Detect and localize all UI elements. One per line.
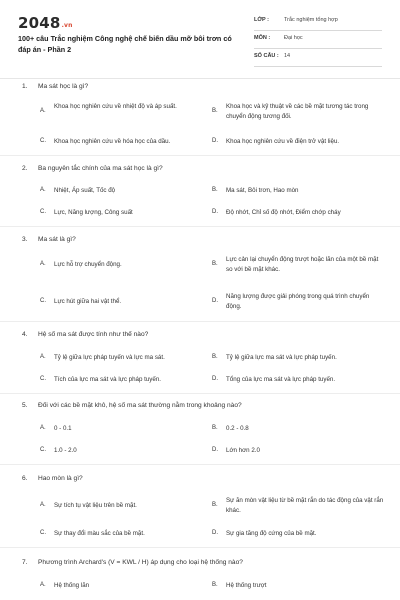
- option-letter: C.: [40, 447, 46, 453]
- question-prompt: Ba nguyên tắc chính của ma sát học là gì?: [38, 165, 163, 172]
- header-divider: [0, 78, 400, 79]
- option-text: Lực hỗ trợ chuyển động.: [54, 261, 122, 268]
- option-text: Lớn hơn 2.0: [226, 447, 260, 454]
- option-letter: B.: [212, 354, 218, 360]
- option-text: Năng lượng được giải phóng trong quá trình chuyển động.: [226, 293, 370, 310]
- document-header: [0, 0, 400, 78]
- question-divider: [0, 321, 400, 322]
- option-letter: A.: [40, 582, 46, 588]
- option-text: Khoa học nghiên cứu về nhiệt độ và áp suất.: [54, 103, 177, 110]
- meta-key: MÔN :: [254, 35, 271, 41]
- option-text: Tích của lực ma sát và lực pháp tuyến.: [54, 376, 161, 383]
- question-text: [22, 236, 76, 243]
- document-title: 100+ câu Trắc nghiệm Công nghệ chế biến dầu mỡ bôi trơn có đáp án - Phần 2: [18, 34, 232, 54]
- question-prompt: Hao mòn là gì?: [38, 475, 83, 482]
- option-text: Hệ thống trượt: [226, 582, 267, 589]
- question-text: [22, 475, 83, 482]
- document-meta: [254, 13, 382, 67]
- question-prompt: Phương trình Archard's (V = KWL / H) áp dụng cho loại hệ thống nào?: [38, 559, 243, 566]
- option-letter: B.: [212, 502, 218, 508]
- question-text: [22, 559, 243, 566]
- question-prompt: Ma sát học là gì?: [38, 83, 89, 90]
- option-letter: D.: [212, 138, 218, 144]
- question-divider: [0, 226, 400, 227]
- option-text: Hệ thống lăn: [54, 582, 90, 589]
- question-number: 4.: [22, 331, 28, 338]
- option-letter: D.: [212, 298, 218, 304]
- option-letter: B.: [212, 582, 218, 588]
- option-letter: C.: [40, 376, 46, 382]
- question-divider: [0, 464, 400, 465]
- option-text: 1.0 - 2.0: [54, 447, 77, 454]
- option-text: Sự gia tăng độ cứng của bề mặt.: [226, 530, 317, 537]
- question-divider: [0, 155, 400, 156]
- option-letter: B.: [212, 108, 218, 114]
- question-text: [22, 165, 163, 172]
- question-number: 1.: [22, 83, 28, 90]
- option-letter: C.: [40, 138, 46, 144]
- option-text: Khoa học nghiên cứu về điện trở vật liệu.: [226, 138, 340, 145]
- question-text: [22, 402, 242, 409]
- option-letter: C.: [40, 298, 46, 304]
- question-number: 2.: [22, 165, 28, 172]
- question-number: 5.: [22, 402, 28, 409]
- option-letter: A.: [40, 108, 46, 114]
- meta-value: 14: [284, 53, 291, 59]
- option-letter: D.: [212, 447, 218, 453]
- option-text: Lực hút giữa hai vật thể.: [54, 298, 122, 305]
- meta-row-count: [254, 49, 382, 67]
- option-text: Sự tích tụ vật liệu trên bề mặt.: [54, 502, 137, 509]
- option-text: Tổng của lực ma sát và lực pháp tuyến.: [226, 376, 336, 383]
- option-letter: B.: [212, 261, 218, 267]
- option-text: Khoa học và kỹ thuật về các bề mặt tương tác trong chuyển động tương đối.: [226, 103, 369, 120]
- question-text: [22, 83, 88, 90]
- option-letter: A.: [40, 187, 46, 193]
- logo-text: 2048: [18, 14, 61, 32]
- meta-key: LỚP :: [254, 17, 269, 23]
- option-letter: A.: [40, 354, 46, 360]
- option-text: Tỷ lệ giữa lực pháp tuyến và lực ma sát.: [54, 354, 165, 361]
- question-prompt: Đối với các bề mặt khô, hệ số ma sát thường nằm trong khoảng nào?: [38, 402, 242, 409]
- option-text: Độ nhớt, Chỉ số độ nhớt, Điểm chớp cháy: [226, 209, 341, 216]
- option-text: Sự thay đổi màu sắc của bề mặt.: [54, 530, 145, 537]
- site-logo[interactable]: [18, 14, 73, 32]
- option-text: Lực cản lại chuyển động trượt hoặc lăn của một bề mặt so với bề mặt khác.: [226, 256, 379, 273]
- question-prompt: Hệ số ma sát được tính như thế nào?: [38, 331, 149, 338]
- option-text: Sự ăn mòn vật liệu từ bề mặt rắn do tác động của vật rắn khác.: [226, 497, 384, 514]
- meta-row-class: [254, 13, 382, 31]
- option-letter: D.: [212, 209, 218, 215]
- option-letter: A.: [40, 261, 46, 267]
- question-divider: [0, 547, 400, 548]
- option-letter: D.: [212, 376, 218, 382]
- option-letter: A.: [40, 502, 46, 508]
- question-number: 7.: [22, 559, 28, 566]
- meta-value: Đại học: [284, 35, 303, 41]
- meta-row-subject: [254, 31, 382, 49]
- option-text: Khoa học nghiên cứu về hóa học của dầu.: [54, 138, 171, 145]
- logo-domain: .vn: [61, 22, 73, 29]
- option-letter: B.: [212, 187, 218, 193]
- meta-value: Trắc nghiệm tổng hợp: [284, 17, 338, 23]
- option-text: Nhiệt, Áp suất, Tốc độ: [54, 187, 116, 194]
- option-letter: C.: [40, 530, 46, 536]
- option-text: Ma sát, Bôi trơn, Hao mòn: [226, 187, 299, 194]
- question-number: 6.: [22, 475, 28, 482]
- option-letter: D.: [212, 530, 218, 536]
- meta-key: SỐ CÂU :: [254, 53, 279, 59]
- option-letter: B.: [212, 425, 218, 431]
- option-text: Lực, Năng lượng, Công suất: [54, 209, 133, 216]
- question-divider: [0, 393, 400, 394]
- option-letter: A.: [40, 425, 46, 431]
- option-text: Tỷ lệ giữa lực ma sát và lực pháp tuyến.: [226, 354, 337, 361]
- question-prompt: Ma sát là gì?: [38, 236, 76, 243]
- question-text: [22, 331, 148, 338]
- option-letter: C.: [40, 209, 46, 215]
- option-text: 0 - 0.1: [54, 425, 72, 432]
- option-text: 0.2 - 0.8: [226, 425, 249, 432]
- question-number: 3.: [22, 236, 28, 243]
